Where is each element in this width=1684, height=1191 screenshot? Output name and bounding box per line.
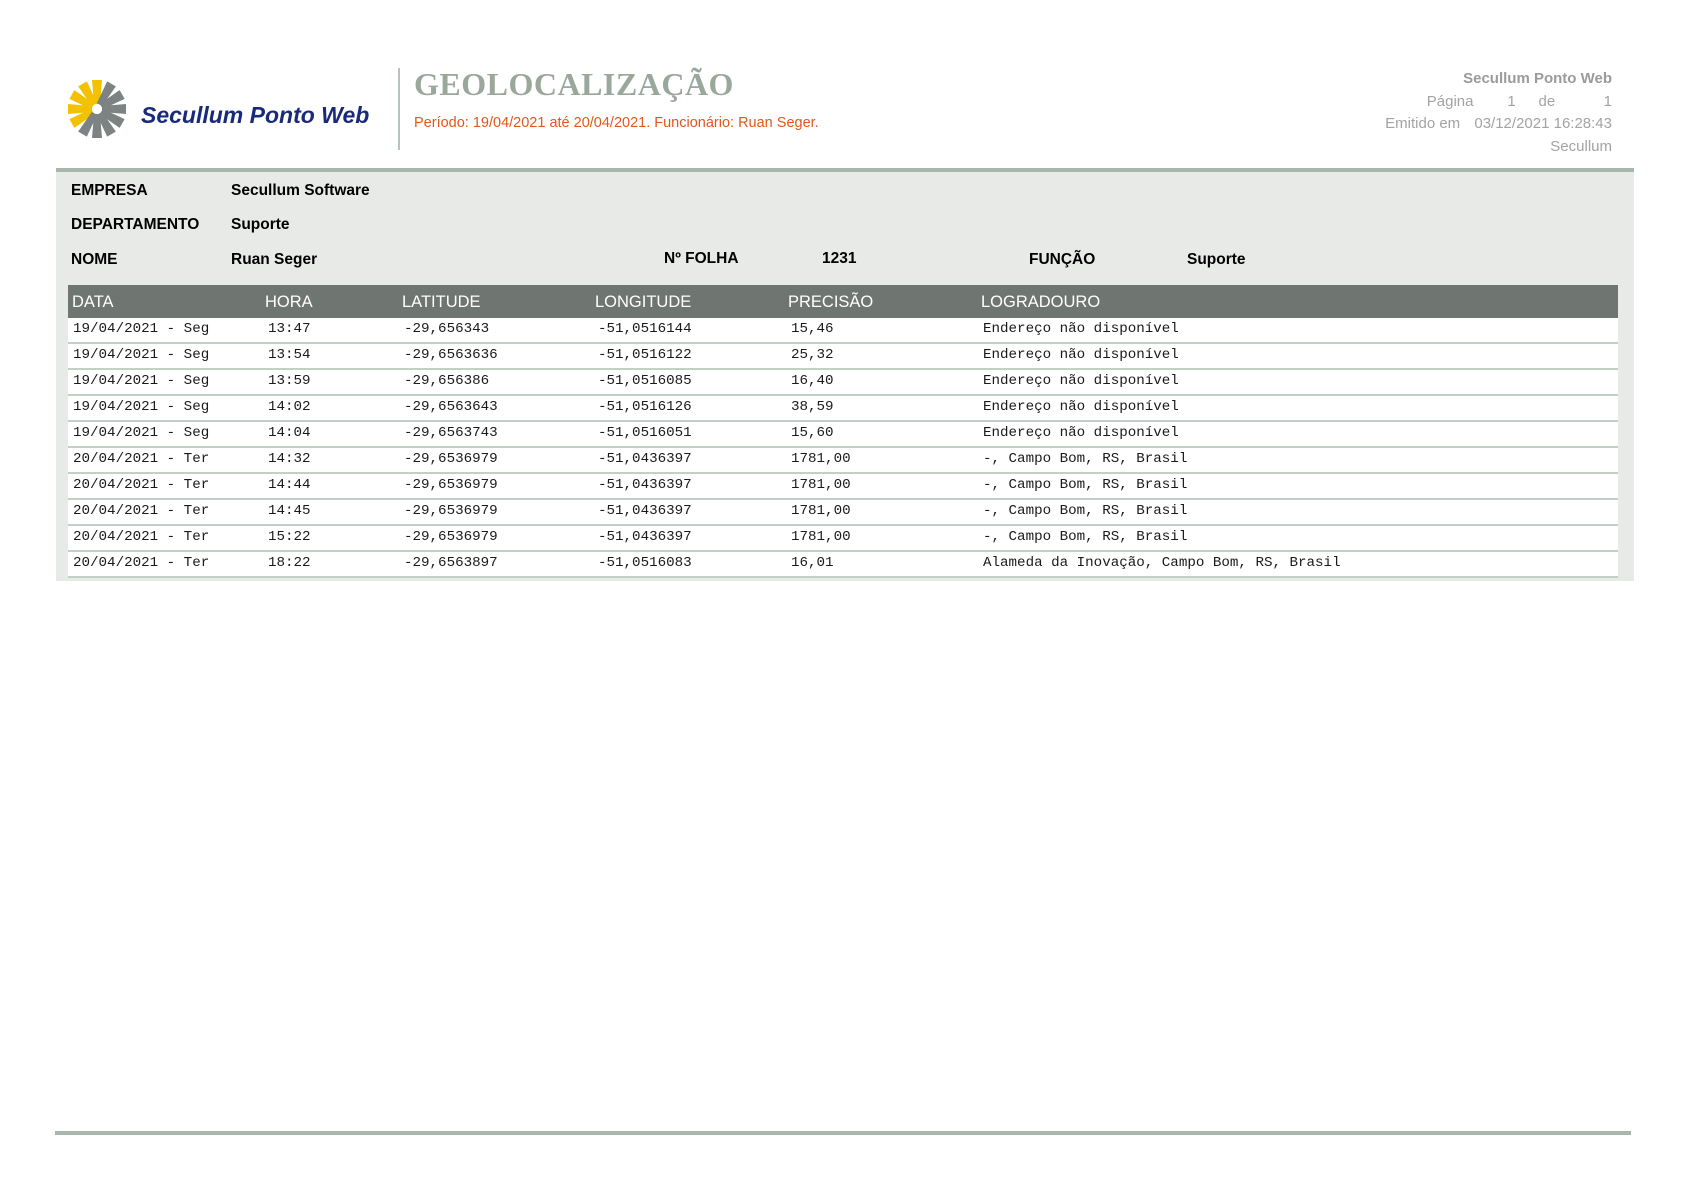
cell-hora: 14:44 [268,477,311,493]
empresa-label: EMPRESA [71,182,148,199]
table-row [68,318,1618,344]
cell-hora: 13:47 [268,321,311,337]
cell-latitude: -29,6536979 [404,451,498,467]
cell-hora: 18:22 [268,555,311,571]
cell-latitude: -29,6563743 [404,425,498,441]
cell-logradouro: -, Campo Bom, RS, Brasil [983,451,1188,467]
cell-hora: 14:04 [268,425,311,441]
logo [66,78,386,140]
meta-issued-label: Emitido em [1385,115,1461,132]
cell-precisao: 38,59 [791,399,834,415]
funcao-label: FUNÇÃO [1029,251,1096,268]
cell-precisao: 15,60 [791,425,834,441]
cell-latitude: -29,6563643 [404,399,498,415]
cell-latitude: -29,6563636 [404,347,498,363]
cell-hora: 14:02 [268,399,311,415]
table-row [68,344,1618,370]
cell-precisao: 16,40 [791,373,834,389]
column-header-longitude: LONGITUDE [595,293,692,311]
table-row [68,500,1618,526]
cell-longitude: -51,0516122 [598,347,692,363]
cell-data: 19/04/2021 - Seg [73,347,210,363]
cell-logradouro: -, Campo Bom, RS, Brasil [983,529,1188,545]
cell-logradouro: Endereço não disponível [983,399,1179,415]
cell-longitude: -51,0436397 [598,451,692,467]
cell-latitude: -29,6536979 [404,503,498,519]
meta-page-number: 1 [1507,92,1516,110]
table-row [68,370,1618,396]
cell-data: 19/04/2021 - Seg [73,373,210,389]
cell-data: 20/04/2021 - Ter [73,477,210,493]
cell-precisao: 25,32 [791,347,834,363]
cell-data: 20/04/2021 - Ter [73,503,210,519]
cell-data: 19/04/2021 - Seg [73,321,210,337]
report-subtitle: Período: 19/04/2021 até 20/04/2021. Funcionário: Ruan Seger. [414,115,819,131]
column-header-data: DATA [72,293,114,311]
table-header [68,285,1618,318]
meta-page-label: Página [1426,92,1474,110]
cell-logradouro: -, Campo Bom, RS, Brasil [983,503,1188,519]
cell-logradouro: Endereço não disponível [983,425,1179,441]
cell-latitude: -29,656343 [404,321,490,337]
table-row [68,448,1618,474]
table-row [68,422,1618,448]
cell-precisao: 1781,00 [791,529,851,545]
cell-longitude: -51,0436397 [598,503,692,519]
folha-label: Nº FOLHA [664,250,739,267]
cell-logradouro: -, Campo Bom, RS, Brasil [983,477,1188,493]
cell-logradouro: Endereço não disponível [983,373,1179,389]
table-body [68,318,1618,578]
cell-data: 20/04/2021 - Ter [73,555,210,571]
cell-logradouro: Alameda da Inovação, Campo Bom, RS, Brasil [983,555,1341,571]
meta-page-total: 1 [1603,92,1612,110]
cell-precisao: 1781,00 [791,451,851,467]
cell-logradouro: Endereço não disponível [983,321,1179,337]
secullum-logo-icon [66,78,128,140]
table-row [68,526,1618,552]
cell-latitude: -29,6536979 [404,529,498,545]
meta-app-name: Secullum Ponto Web [1463,70,1612,87]
cell-longitude: -51,0516083 [598,555,692,571]
cell-precisao: 15,46 [791,321,834,337]
departamento-label: DEPARTAMENTO [71,216,200,233]
empresa-value: Secullum Software [231,182,370,199]
cell-longitude: -51,0516144 [598,321,692,337]
column-header-precisao: PRECISÃO [788,293,874,311]
cell-hora: 13:54 [268,347,311,363]
cell-longitude: -51,0516085 [598,373,692,389]
meta-page-line [1385,91,1612,114]
cell-latitude: -29,6563897 [404,555,498,571]
cell-data: 19/04/2021 - Seg [73,425,210,441]
cell-longitude: -51,0436397 [598,529,692,545]
cell-longitude: -51,0516051 [598,425,692,441]
cell-data: 20/04/2021 - Ter [73,529,210,545]
table-row [68,396,1618,422]
departamento-value: Suporte [231,216,290,233]
cell-latitude: -29,656386 [404,373,490,389]
table-row [68,552,1618,578]
cell-precisao: 1781,00 [791,477,851,493]
cell-hora: 15:22 [268,529,311,545]
column-header-latitude: LATITUDE [402,293,481,311]
footer-rule [55,1131,1631,1135]
cell-hora: 14:32 [268,451,311,467]
cell-logradouro: Endereço não disponível [983,347,1179,363]
cell-longitude: -51,0436397 [598,477,692,493]
folha-value: 1231 [822,250,857,267]
cell-precisao: 16,01 [791,555,834,571]
nome-label: NOME [71,251,118,268]
cell-data: 19/04/2021 - Seg [73,399,210,415]
column-header-logradouro: LOGRADOURO [981,293,1101,311]
cell-latitude: -29,6536979 [404,477,498,493]
meta-company: Secullum [1550,137,1612,155]
cell-data: 20/04/2021 - Ter [73,451,210,467]
cell-hora: 13:59 [268,373,311,389]
column-header-hora: HORA [265,293,313,311]
cell-hora: 14:45 [268,503,311,519]
meta-issued-value: 03/12/2021 16:28:43 [1474,115,1612,132]
report-meta [1385,68,1612,158]
report-title: GEOLOCALIZAÇÃO [414,66,734,102]
funcao-value: Suporte [1187,251,1246,268]
logo-text: Secullum Ponto Web [141,102,370,128]
cell-precisao: 1781,00 [791,503,851,519]
nome-value: Ruan Seger [231,251,318,268]
meta-page-of: de [1538,92,1556,110]
cell-longitude: -51,0516126 [598,399,692,415]
meta-issued-line [1385,113,1612,136]
header-divider [398,68,400,150]
table-row [68,474,1618,500]
